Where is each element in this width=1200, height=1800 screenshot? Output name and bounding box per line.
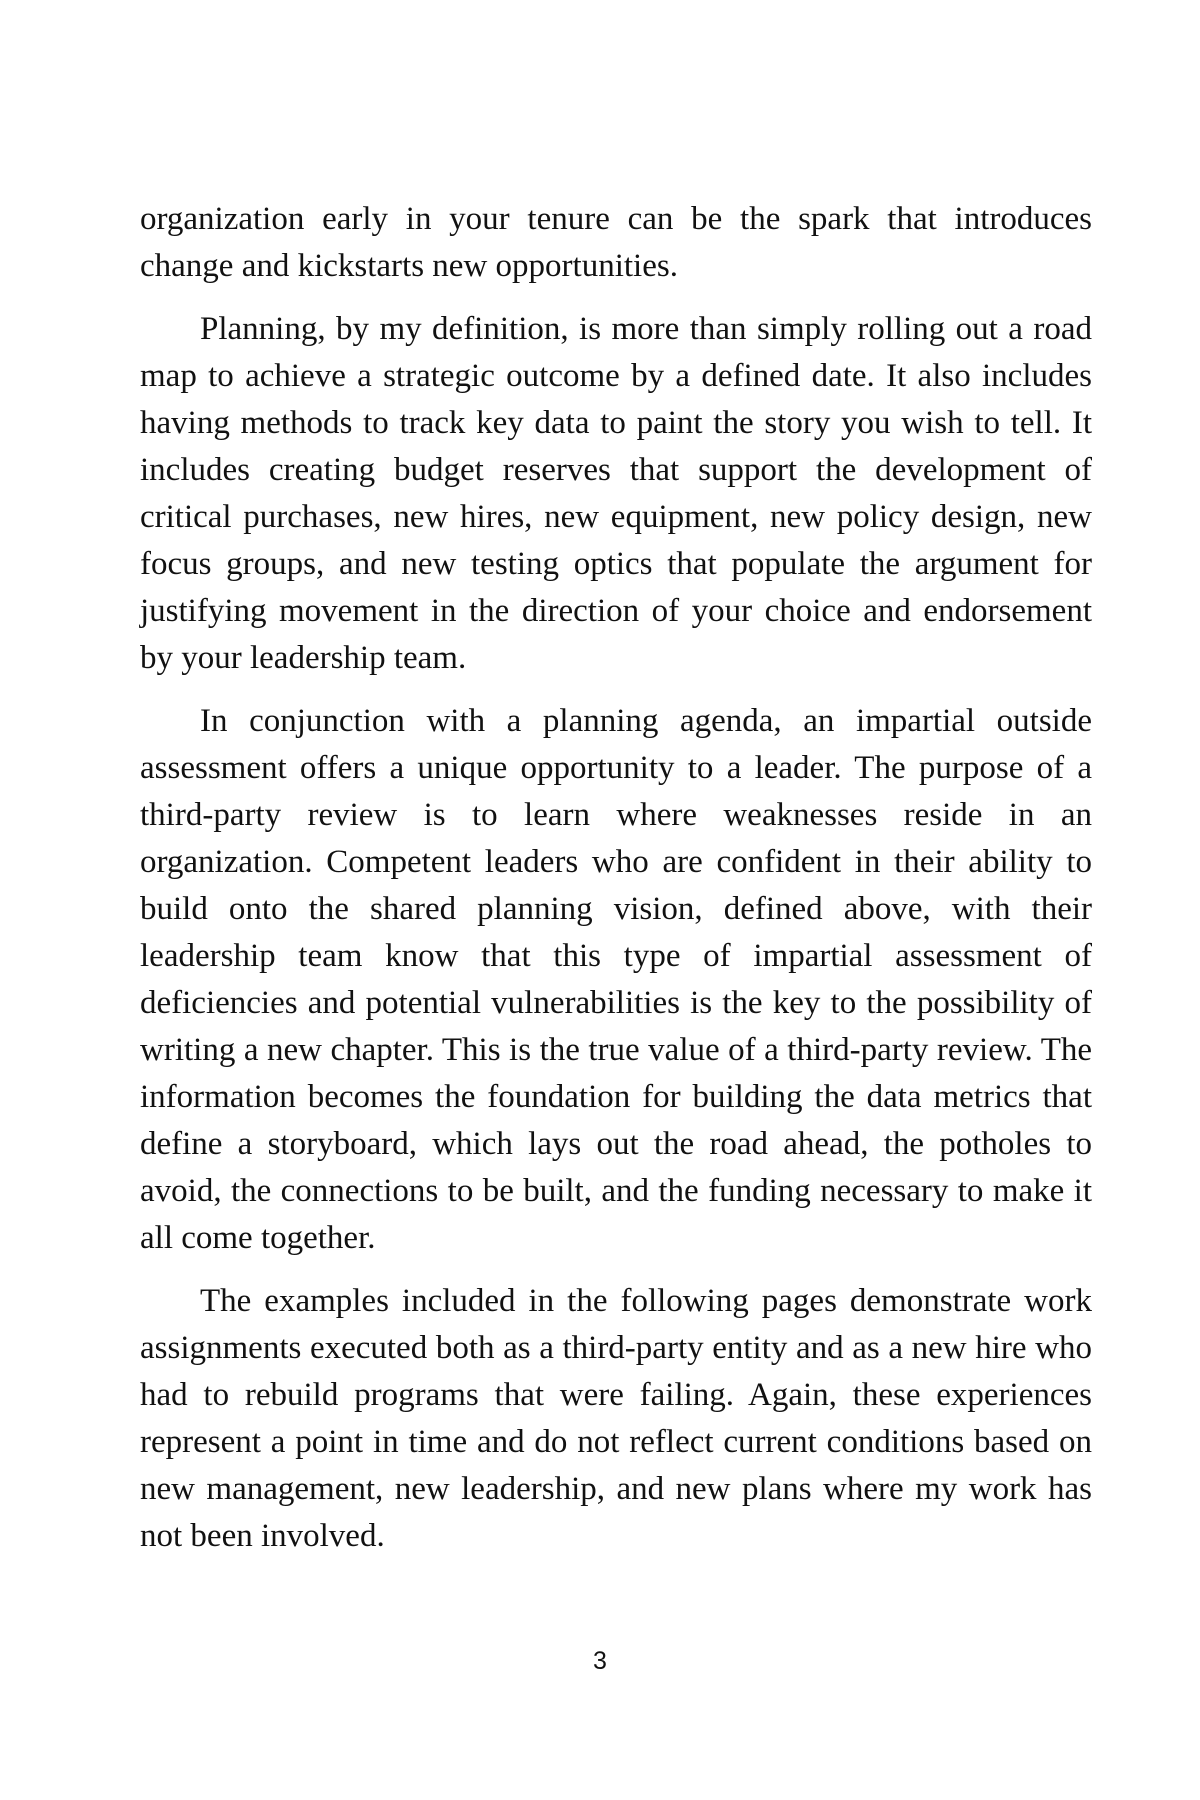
paragraph-planning-definition: Planning, by my definition, is more than simply rolling out a road map to achieve a strategic outcome by a defined date. It also includes having methods to track key data to paint the story you wish to tell. It includes creating budget reserves that support the development of critical purchases, new hires, new equipment, new policy design, new focus groups, and new testing optics that populate the argument for justifying movement in the direction of your choice and endorsement by your leadership team. [140, 311, 1092, 676]
paragraph-examples: The examples included in the following pages demonstrate work assignments executed both as a third-party entity and as a new hire who had to rebuild programs that were failing. Again, these experiences represent a point in time and do not reflect current conditions based on new management, new leadership, and new plans where my work has not been involved. [140, 1283, 1092, 1554]
body-text [140, 196, 1092, 1576]
paragraph-third-party-assessment: In conjunction with a planning agenda, an impartial outside assessment offers a unique opportunity to a leader. The purpose of a third-party review is to learn where weaknesses reside in an organization. Competent leaders who are confident in their ability to build onto the shared planning vision, defined above, with their leadership team know that this type of impartial assessment of deficiencies and potential vulnerabilities is the key to the possibility of writing a new chapter. This is the true value of a third-party review. The information becomes the foundation for building the data metrics that define a storyboard, which lays out the road ahead, the potholes to avoid, the connections to be built, and the funding necessary to make it all come together. [140, 703, 1092, 1256]
page-number: 3 [593, 1647, 607, 1675]
paragraph-continuation: organization early in your tenure can be the spark that introduces change and kickstarts new opportunities. [140, 201, 1092, 284]
